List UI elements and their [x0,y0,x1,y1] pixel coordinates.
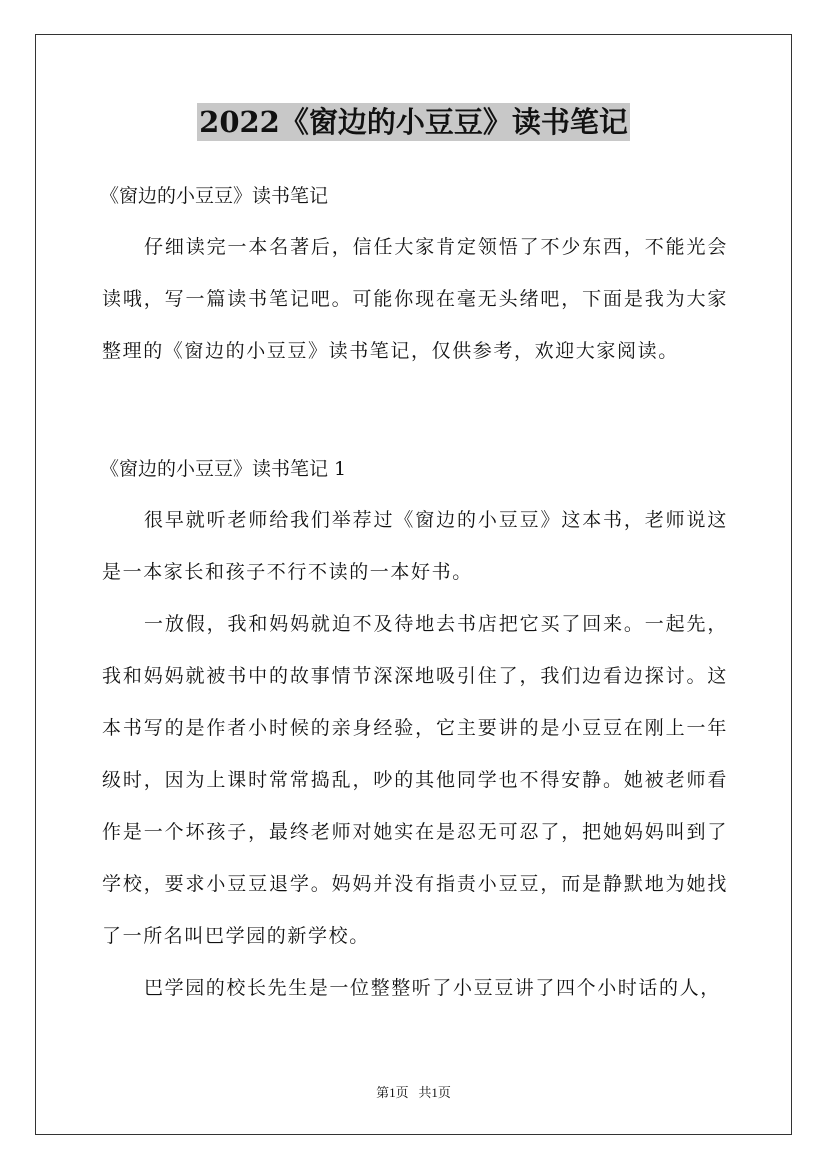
body-paragraph: 很早就听老师给我们举荐过《窗边的小豆豆》这本书，老师说这是一本家长和孩子不行不读的一本好书。 [102,509,728,583]
document-title: 2022《窗边的小豆豆》读书笔记 [199,105,628,139]
section-heading: 《窗边的小豆豆》读书笔记 1 [100,458,347,480]
page-footer: 第1页 共1页 [376,1085,451,1100]
intro-paragraph: 仔细读完一本名著后，信任大家肯定领悟了不少东西，不能光会读哦，写一篇读书笔记吧。可能你现在毫无头绪吧，下面是我为大家整理的《窗边的小豆豆》读书笔记，仅供参考，欢迎大家阅读。 [102,236,728,362]
document-title-block [0,100,827,141]
body-paragraph: 巴学园的校长先生是一位整整听了小豆豆讲了四个小时话的人， [144,977,721,999]
document-subtitle: 《窗边的小豆豆》读书笔记 [100,185,329,207]
body-paragraph: 一放假，我和妈妈就迫不及待地去书店把它买了回来。一起先，我和妈妈就被书中的故事情节深深地吸引住了，我们边看边探讨。这本书写的是作者小时候的亲身经验，它主要讲的是小豆豆在刚上一年级时，因为上课时常常捣乱，吵的其他同学也不得安静。她被老师看作是一个坏孩子，最终老师对她实在是忍无可忍了，把她妈妈叫到了学校，要求小豆豆退学。妈妈并没有指责小豆豆，而是静默地为她找了一所名叫巴学园的新学校。 [102,613,728,947]
